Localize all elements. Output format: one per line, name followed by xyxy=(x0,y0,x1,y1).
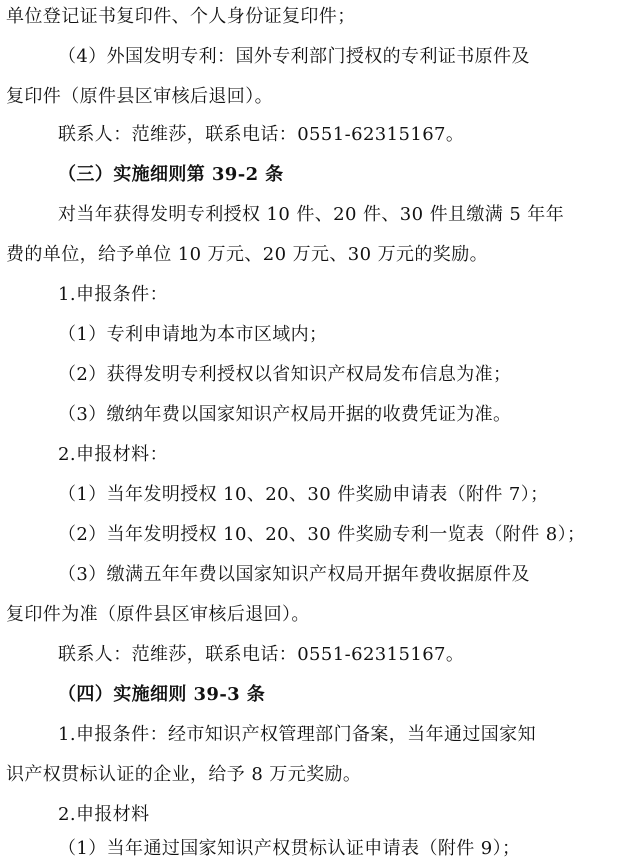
text-line-7: 费的单位，给予单位 10 万元、20 万元、30 万元的奖励。 xyxy=(6,244,488,265)
condition-line-3: （3）缴纳年费以国家知识产权局开据的收费凭证为准。 xyxy=(58,404,512,425)
section-heading-3: （三）实施细则第 39-2 条 xyxy=(58,164,284,185)
condition-line-2: （2）获得发明专利授权以省知识产权局发布信息为准； xyxy=(58,364,512,385)
material-line-1: （1）当年发明授权 10、20、30 件奖励申请表（附件 7）； xyxy=(58,484,549,505)
text-line-2: （4）外国发明专利：国外专利部门授权的专利证书原件及 xyxy=(58,46,530,67)
material-line-4: （1）当年通过国家知识产权贯标认证申请表（附件 9）； xyxy=(58,838,521,859)
text-line-19: 1.申报条件：经市知识产权管理部门备案，当年通过国家知 xyxy=(58,724,536,745)
material-line-2: （2）当年发明授权 10、20、30 件奖励专利一览表（附件 8）； xyxy=(58,524,586,545)
condition-line-1: （1）专利申请地为本市区域内； xyxy=(58,324,328,345)
contact-line-1: 联系人：范维莎，联系电话：0551-62315167。 xyxy=(58,124,465,145)
contact-line-2: 联系人：范维莎，联系电话：0551-62315167。 xyxy=(58,644,465,665)
text-line-3: 复印件（原件县区审核后退回）。 xyxy=(6,86,273,107)
section-heading-4: （四）实施细则 39-3 条 xyxy=(58,684,266,705)
subheading-line-1: 1.申报条件： xyxy=(58,284,168,305)
text-line-1: 单位登记证书复印件、个人身份证复印件； xyxy=(6,6,356,27)
subheading-line-2: 2.申报材料： xyxy=(58,444,168,465)
text-line-20: 识产权贯标认证的企业，给予 8 万元奖励。 xyxy=(6,764,362,785)
text-line-6: 对当年获得发明专利授权 10 件、20 件、30 件且缴满 5 年年 xyxy=(58,204,565,225)
material-line-3: （3）缴满五年年费以国家知识产权局开据年费收据原件及 xyxy=(58,564,530,585)
text-line-16: 复印件为准（原件县区审核后退回）。 xyxy=(6,604,310,625)
subheading-line-3: 2.申报材料 xyxy=(58,804,150,825)
